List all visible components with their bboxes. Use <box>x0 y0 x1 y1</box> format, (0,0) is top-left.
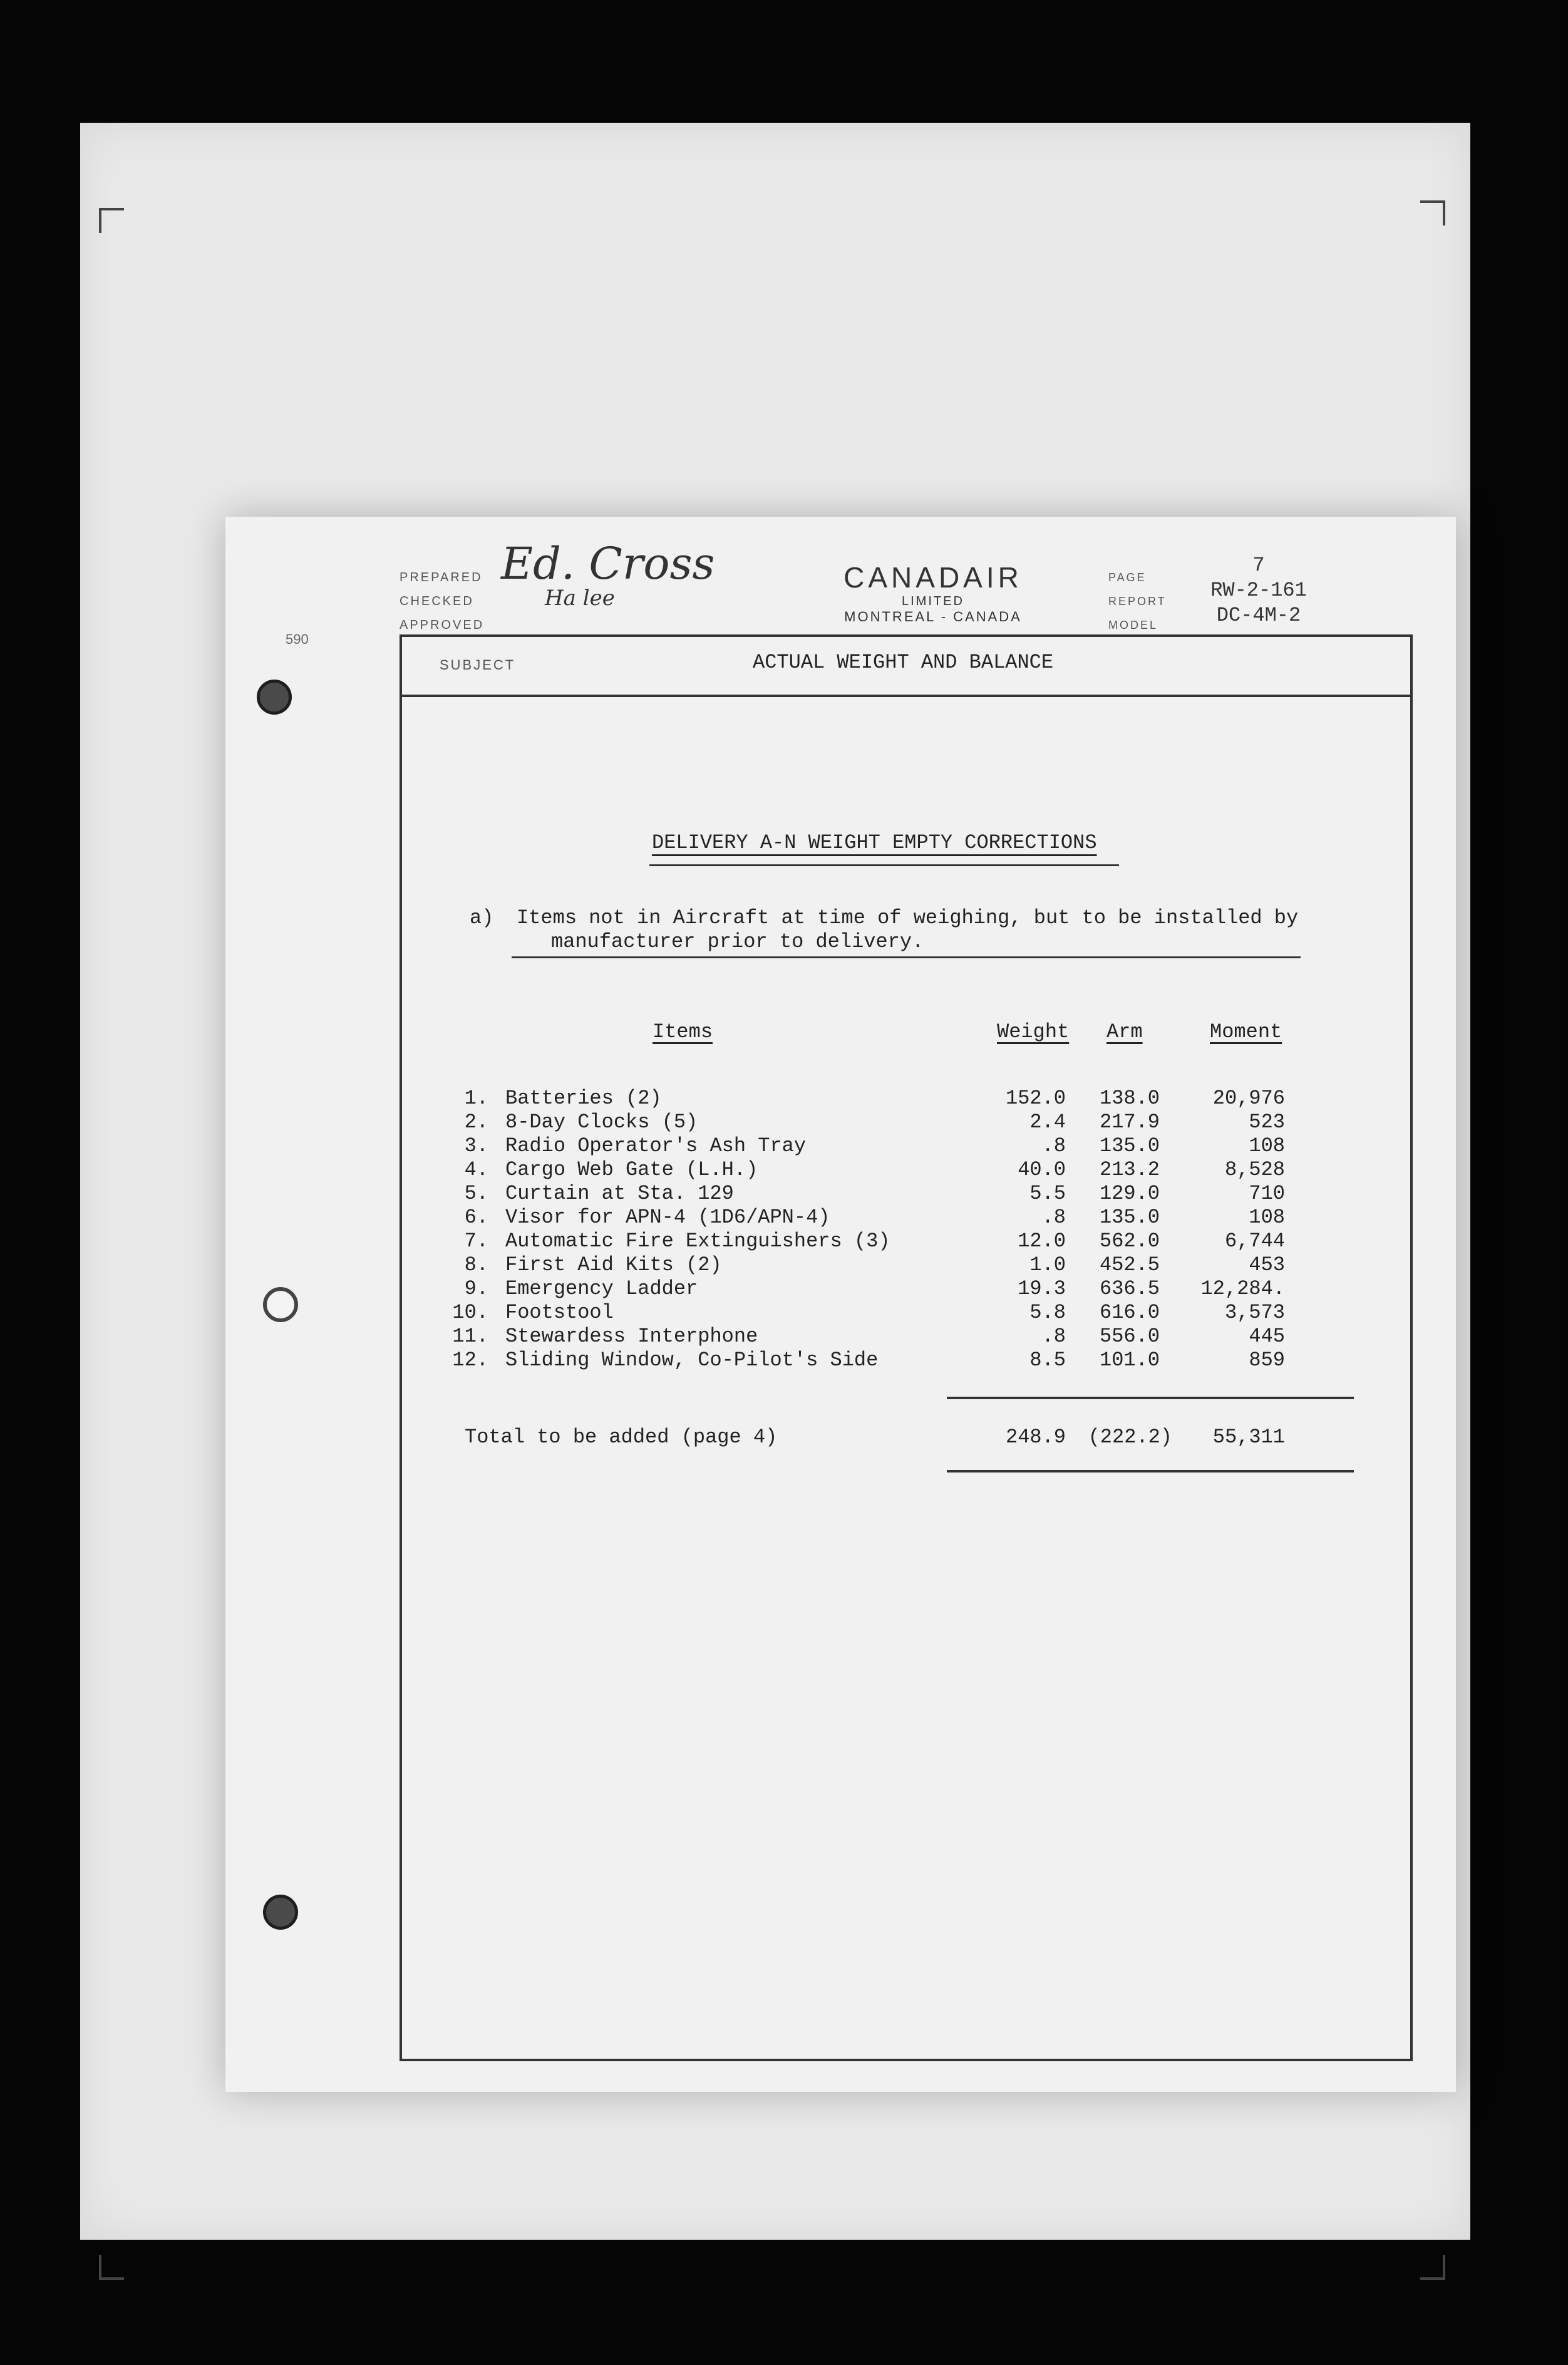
row-number: 2. <box>464 1110 488 1134</box>
total-moment: 55,311 <box>1212 1426 1285 1449</box>
row-arm: 101.0 <box>1099 1348 1160 1372</box>
table-row <box>402 1087 1410 1110</box>
row-description: Radio Operator's Ash Tray <box>505 1134 807 1157</box>
row-description: Emergency Ladder <box>505 1277 698 1300</box>
row-weight: 5.8 <box>1029 1301 1066 1324</box>
row-description: Cargo Web Gate (L.H.) <box>505 1158 758 1181</box>
company-location: MONTREAL - CANADA <box>844 609 1022 624</box>
total-rule-top <box>947 1397 1354 1399</box>
row-moment: 108 <box>1249 1206 1285 1229</box>
row-description: Sliding Window, Co-Pilot's Side <box>505 1348 879 1372</box>
row-moment: 710 <box>1249 1182 1285 1205</box>
signature-checked: Ha lee <box>545 586 615 611</box>
row-moment: 108 <box>1249 1134 1285 1157</box>
total-row <box>402 1425 1410 1450</box>
title-rule <box>649 864 1119 866</box>
row-weight: 1.0 <box>1029 1253 1066 1276</box>
row-number: 1. <box>464 1087 488 1110</box>
content-frame <box>400 634 1413 2061</box>
model-label: MODEL <box>1108 619 1158 631</box>
row-weight: .8 <box>1041 1134 1066 1157</box>
row-number: 4. <box>464 1158 488 1181</box>
row-arm: 213.2 <box>1099 1158 1160 1181</box>
table-row <box>402 1182 1410 1206</box>
checked-label: CHECKED <box>400 594 474 608</box>
subject-row <box>402 637 1410 697</box>
row-number: 3. <box>464 1134 488 1157</box>
total-weight: 248.9 <box>1005 1426 1066 1449</box>
meta-values <box>1202 553 1315 628</box>
row-arm: 135.0 <box>1099 1134 1160 1157</box>
report-number: RW-2-161 <box>1210 579 1307 602</box>
column-header-moment: Moment <box>1210 1020 1282 1043</box>
row-weight: 8.5 <box>1029 1348 1066 1372</box>
row-moment: 12,284. <box>1200 1277 1285 1300</box>
prepared-label: PREPARED <box>400 571 483 584</box>
row-number: 5. <box>464 1182 488 1205</box>
crop-mark-top-left <box>99 208 124 233</box>
table-row <box>402 1158 1410 1182</box>
row-weight: 19.3 <box>1018 1277 1066 1300</box>
table-row <box>402 1110 1410 1134</box>
row-number: 9. <box>464 1277 488 1300</box>
table-row <box>402 1229 1410 1253</box>
row-description: Automatic Fire Extinguishers (3) <box>505 1229 890 1253</box>
table-row <box>402 1348 1410 1372</box>
subject-text: ACTUAL WEIGHT AND BALANCE <box>753 651 1054 674</box>
row-arm: 556.0 <box>1099 1325 1160 1348</box>
punch-hole-bottom <box>263 1895 298 1930</box>
table-row <box>402 1206 1410 1229</box>
row-number: 12. <box>452 1348 488 1372</box>
column-header-arm: Arm <box>1106 1020 1143 1043</box>
row-number: 11. <box>452 1325 488 1348</box>
model-number: DC-4M-2 <box>1216 604 1301 627</box>
total-rule-bottom <box>947 1470 1354 1472</box>
subject-label: SUBJECT <box>440 657 516 673</box>
row-moment: 523 <box>1249 1110 1285 1134</box>
row-moment: 3,573 <box>1224 1301 1285 1324</box>
table-row <box>402 1134 1410 1158</box>
note-line-1: Items not in Aircraft at time of weighing, but to be installed by <box>517 906 1299 929</box>
company-block <box>802 561 1065 625</box>
signature <box>501 538 715 611</box>
row-arm: 135.0 <box>1099 1206 1160 1229</box>
row-moment: 6,744 <box>1224 1229 1285 1253</box>
column-header-items: Items <box>652 1020 713 1043</box>
total-description: Total to be added (page 4) <box>465 1426 778 1449</box>
row-arm: 636.5 <box>1099 1277 1160 1300</box>
note-line-2: manufacturer prior to delivery. <box>551 930 924 953</box>
side-number: 590 <box>286 631 309 647</box>
crop-mark-bottom-right <box>1420 2255 1445 2280</box>
row-weight: .8 <box>1041 1206 1066 1229</box>
row-description: Footstool <box>505 1301 614 1324</box>
crop-mark-top-right <box>1420 200 1445 225</box>
row-number: 6. <box>464 1206 488 1229</box>
row-arm: 129.0 <box>1099 1182 1160 1205</box>
row-description: Stewardess Interphone <box>505 1325 758 1348</box>
row-moment: 20,976 <box>1212 1087 1285 1110</box>
row-description: Visor for APN-4 (1D6/APN-4) <box>505 1206 830 1229</box>
meta-labels <box>1108 566 1167 637</box>
row-number: 10. <box>452 1301 488 1324</box>
company-name: CANADAIR <box>843 561 1023 594</box>
approved-label: APPROVED <box>400 618 485 632</box>
total-arm: (222.2) <box>1088 1426 1172 1449</box>
column-header-weight: Weight <box>997 1020 1070 1043</box>
row-arm: 616.0 <box>1099 1301 1160 1324</box>
row-number: 7. <box>464 1229 488 1253</box>
table-row <box>402 1301 1410 1325</box>
punch-hole-middle <box>263 1287 298 1322</box>
document-title: DELIVERY A-N WEIGHT EMPTY CORRECTIONS <box>652 831 1097 854</box>
row-description: First Aid Kits (2) <box>505 1253 722 1276</box>
row-moment: 453 <box>1249 1253 1285 1276</box>
row-arm: 452.5 <box>1099 1253 1160 1276</box>
row-moment: 8,528 <box>1224 1158 1285 1181</box>
row-weight: .8 <box>1041 1325 1066 1348</box>
row-weight: 40.0 <box>1018 1158 1066 1181</box>
row-weight: 2.4 <box>1029 1110 1066 1134</box>
row-weight: 12.0 <box>1018 1229 1066 1253</box>
row-description: 8-Day Clocks (5) <box>505 1110 698 1134</box>
row-weight: 5.5 <box>1029 1182 1066 1205</box>
note-rule <box>512 956 1301 958</box>
row-arm: 217.9 <box>1099 1110 1160 1134</box>
row-weight: 152.0 <box>1005 1087 1066 1110</box>
row-arm: 138.0 <box>1099 1087 1160 1110</box>
table-row <box>402 1325 1410 1348</box>
punch-hole-top <box>257 680 292 715</box>
row-moment: 859 <box>1249 1348 1285 1372</box>
row-number: 8. <box>464 1253 488 1276</box>
document-sheet <box>225 517 1456 2092</box>
note-tag: a) <box>470 906 494 929</box>
table-row <box>402 1277 1410 1301</box>
row-description: Curtain at Sta. 129 <box>505 1182 734 1205</box>
row-description: Batteries (2) <box>505 1087 662 1110</box>
crop-mark-bottom-left <box>99 2255 124 2280</box>
report-label: REPORT <box>1108 595 1167 608</box>
company-sub: LIMITED <box>902 594 964 608</box>
page-number: 7 <box>1252 554 1265 577</box>
row-arm: 562.0 <box>1099 1229 1160 1253</box>
page-label: PAGE <box>1108 571 1147 584</box>
approval-labels <box>400 566 484 637</box>
signature-prepared: Ed. Cross <box>501 538 715 589</box>
row-moment: 445 <box>1249 1325 1285 1348</box>
table-row <box>402 1253 1410 1277</box>
